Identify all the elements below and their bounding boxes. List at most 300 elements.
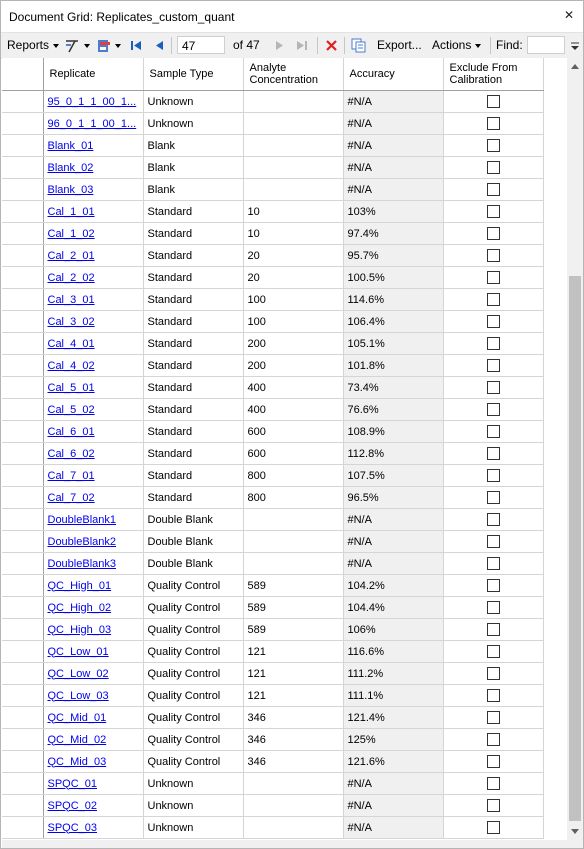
row-header[interactable] (2, 707, 43, 729)
first-record-icon[interactable] (131, 40, 142, 51)
replicate-cell[interactable]: Cal_3_02 (43, 311, 143, 333)
concentration-cell[interactable]: 800 (243, 487, 343, 509)
concentration-cell[interactable]: 346 (243, 707, 343, 729)
close-icon[interactable]: ✕ (563, 8, 575, 22)
sample-type-cell[interactable]: Standard (143, 377, 243, 399)
exclude-cell (443, 597, 543, 619)
row-header[interactable] (2, 311, 43, 333)
row-header[interactable] (2, 509, 43, 531)
row-header[interactable] (2, 421, 43, 443)
concentration-cell[interactable]: 400 (243, 377, 343, 399)
row-header[interactable] (2, 663, 43, 685)
table-row[interactable] (2, 113, 543, 135)
replicate-cell[interactable]: Blank_02 (43, 157, 143, 179)
copy-icon[interactable] (351, 38, 367, 53)
exclude-checkbox[interactable] (487, 447, 500, 460)
exclude-cell (443, 509, 543, 531)
concentration-cell[interactable]: 10 (243, 201, 343, 223)
replicate-cell[interactable]: QC_High_01 (43, 575, 143, 597)
replicate-cell[interactable]: Cal_7_01 (43, 465, 143, 487)
table-row[interactable] (2, 553, 543, 575)
replicate-cell[interactable]: Cal_1_02 (43, 223, 143, 245)
row-header[interactable] (2, 223, 43, 245)
concentration-cell[interactable]: 600 (243, 443, 343, 465)
exclude-checkbox[interactable] (487, 227, 500, 240)
table-row[interactable] (2, 179, 543, 201)
replicate-cell[interactable]: Cal_4_02 (43, 355, 143, 377)
column-header-accuracy[interactable]: Accuracy (343, 58, 443, 91)
row-header-corner (2, 58, 43, 91)
sample-type-cell[interactable]: Standard (143, 487, 243, 509)
exclude-cell (443, 135, 543, 157)
find-input[interactable] (527, 36, 565, 54)
replicate-grid (2, 58, 567, 840)
sample-type-cell[interactable]: Unknown (143, 113, 243, 135)
replicate-cell[interactable]: Cal_5_01 (43, 377, 143, 399)
replicate-cell[interactable]: SPQC_02 (43, 795, 143, 817)
accuracy-cell: 112.8% (343, 443, 443, 465)
row-header[interactable] (2, 685, 43, 707)
accuracy-cell: #N/A (343, 531, 443, 553)
exclude-checkbox[interactable] (487, 293, 500, 306)
sample-type-cell[interactable]: Quality Control (143, 707, 243, 729)
sample-type-cell[interactable]: Standard (143, 465, 243, 487)
actions-label: Actions (432, 38, 472, 52)
sample-type-cell[interactable]: Unknown (143, 773, 243, 795)
sample-type-cell[interactable]: Quality Control (143, 663, 243, 685)
accuracy-cell: #N/A (343, 179, 443, 201)
exclude-checkbox[interactable] (487, 535, 500, 548)
scroll-down-icon[interactable] (567, 823, 583, 840)
overflow-icon[interactable] (571, 41, 579, 51)
exclude-checkbox[interactable] (487, 667, 500, 680)
sample-type-cell[interactable]: Quality Control (143, 729, 243, 751)
exclude-cell (443, 267, 543, 289)
exclude-checkbox[interactable] (487, 733, 500, 746)
sample-type-cell[interactable]: Quality Control (143, 575, 243, 597)
row-header[interactable] (2, 619, 43, 641)
concentration-cell[interactable]: 346 (243, 729, 343, 751)
row-header[interactable] (2, 135, 43, 157)
exclude-cell (443, 641, 543, 663)
find-label: Find: (496, 38, 523, 52)
exclude-checkbox[interactable] (487, 601, 500, 614)
concentration-cell[interactable]: 100 (243, 311, 343, 333)
reports-label: Reports (7, 38, 50, 52)
exclude-checkbox[interactable] (487, 359, 500, 372)
concentration-cell[interactable]: 589 (243, 575, 343, 597)
concentration-cell[interactable] (243, 157, 343, 179)
toolbar-separator (171, 37, 172, 54)
exclude-checkbox[interactable] (487, 249, 500, 262)
accuracy-cell: 111.2% (343, 663, 443, 685)
table-row[interactable] (2, 135, 543, 157)
view-button[interactable] (64, 33, 90, 58)
accuracy-cell: 108.9% (343, 421, 443, 443)
column-header-replicate[interactable]: Replicate (43, 58, 143, 91)
replicate-cell[interactable]: Cal_2_01 (43, 245, 143, 267)
accuracy-cell: 73.4% (343, 377, 443, 399)
sample-type-cell[interactable]: Quality Control (143, 751, 243, 773)
exclude-checkbox[interactable] (487, 425, 500, 438)
layout-button[interactable] (97, 33, 121, 58)
previous-record-icon[interactable] (155, 40, 164, 51)
concentration-cell[interactable] (243, 135, 343, 157)
exclude-checkbox[interactable] (487, 821, 500, 834)
last-record-icon (297, 40, 308, 51)
sample-type-cell[interactable]: Standard (143, 399, 243, 421)
accuracy-cell: #N/A (343, 157, 443, 179)
chevron-down-icon (115, 44, 121, 48)
concentration-cell[interactable]: 200 (243, 355, 343, 377)
concentration-cell[interactable]: 346 (243, 751, 343, 773)
replicate-cell[interactable]: QC_High_02 (43, 597, 143, 619)
concentration-cell[interactable]: 121 (243, 685, 343, 707)
concentration-cell[interactable] (243, 91, 343, 113)
current-record-input[interactable]: 47 (177, 36, 225, 54)
concentration-cell[interactable] (243, 509, 343, 531)
concentration-cell[interactable]: 800 (243, 465, 343, 487)
accuracy-cell: #N/A (343, 113, 443, 135)
concentration-cell[interactable] (243, 553, 343, 575)
sample-type-cell[interactable]: Quality Control (143, 641, 243, 663)
replicate-cell[interactable]: SPQC_01 (43, 773, 143, 795)
toolbar (1, 32, 583, 59)
table-row[interactable] (2, 641, 543, 663)
replicate-cell[interactable]: DoubleBlank2 (43, 531, 143, 553)
concentration-cell[interactable] (243, 113, 343, 135)
replicate-cell[interactable]: DoubleBlank3 (43, 553, 143, 575)
exclude-checkbox[interactable] (487, 711, 500, 724)
replicate-cell[interactable]: Cal_1_01 (43, 201, 143, 223)
row-header[interactable] (2, 399, 43, 421)
concentration-cell[interactable]: 121 (243, 641, 343, 663)
exclude-checkbox[interactable] (487, 271, 500, 284)
table-row[interactable] (2, 377, 543, 399)
concentration-cell[interactable]: 100 (243, 289, 343, 311)
sample-type-cell[interactable]: Quality Control (143, 619, 243, 641)
exclude-cell (443, 751, 543, 773)
row-header[interactable] (2, 729, 43, 751)
exclude-cell (443, 575, 543, 597)
accuracy-cell: 101.8% (343, 355, 443, 377)
exclude-cell (443, 311, 543, 333)
replicate-cell[interactable]: Cal_7_02 (43, 487, 143, 509)
sample-type-cell[interactable]: Unknown (143, 817, 243, 839)
table-row[interactable] (2, 421, 543, 443)
grid-body (2, 91, 543, 839)
row-header[interactable] (2, 487, 43, 509)
row-header[interactable] (2, 201, 43, 223)
sample-type-cell[interactable]: Standard (143, 267, 243, 289)
exclude-checkbox[interactable] (487, 381, 500, 394)
accuracy-cell: 97.4% (343, 223, 443, 245)
exclude-checkbox[interactable] (487, 117, 500, 130)
exclude-cell (443, 399, 543, 421)
table-row[interactable] (2, 707, 543, 729)
exclude-checkbox[interactable] (487, 95, 500, 108)
exclude-cell (443, 773, 543, 795)
exclude-cell (443, 619, 543, 641)
table-row[interactable] (2, 399, 543, 421)
row-header[interactable] (2, 157, 43, 179)
replicate-cell[interactable]: Cal_3_01 (43, 289, 143, 311)
exclude-checkbox[interactable] (487, 799, 500, 812)
table-row[interactable] (2, 773, 543, 795)
concentration-cell[interactable]: 20 (243, 245, 343, 267)
column-header-exclude-from-calibration[interactable]: Exclude From Calibration (443, 58, 543, 91)
sample-type-cell[interactable]: Standard (143, 333, 243, 355)
sample-type-cell[interactable]: Quality Control (143, 685, 243, 707)
actions-menu[interactable] (432, 33, 481, 58)
sample-type-cell[interactable]: Blank (143, 157, 243, 179)
table-row[interactable] (2, 201, 543, 223)
replicate-cell[interactable]: Cal_6_02 (43, 443, 143, 465)
accuracy-cell: 104.4% (343, 597, 443, 619)
replicate-cell[interactable]: Cal_6_01 (43, 421, 143, 443)
exclude-checkbox[interactable] (487, 623, 500, 636)
scroll-up-icon[interactable] (567, 58, 583, 75)
exclude-cell (443, 91, 543, 113)
window-title: Document Grid: Replicates_custom_quant (9, 10, 235, 24)
view-icon (64, 38, 80, 54)
row-header[interactable] (2, 531, 43, 553)
table-row[interactable] (2, 443, 543, 465)
replicate-cell[interactable]: QC_Mid_02 (43, 729, 143, 751)
exclude-checkbox[interactable] (487, 689, 500, 702)
record-count: of 47 (233, 38, 260, 52)
replicate-cell[interactable]: Blank_01 (43, 135, 143, 157)
column-header-sample-type[interactable]: Sample Type (143, 58, 243, 91)
row-header[interactable] (2, 91, 43, 113)
table-row[interactable] (2, 751, 543, 773)
row-header[interactable] (2, 245, 43, 267)
exclude-checkbox[interactable] (487, 645, 500, 658)
replicate-cell[interactable]: DoubleBlank1 (43, 509, 143, 531)
exclude-checkbox[interactable] (487, 337, 500, 350)
accuracy-cell: #N/A (343, 773, 443, 795)
status-strip (2, 840, 583, 848)
exclude-checkbox[interactable] (487, 755, 500, 768)
concentration-cell[interactable] (243, 773, 343, 795)
title-bar (1, 1, 583, 32)
table-row[interactable] (2, 619, 543, 641)
next-record-icon (275, 40, 284, 51)
exclude-cell (443, 531, 543, 553)
table-row[interactable] (2, 531, 543, 553)
column-header-analyte-concentration[interactable]: Analyte Concentration (243, 58, 343, 91)
sample-type-cell[interactable]: Double Blank (143, 531, 243, 553)
table-row[interactable] (2, 333, 543, 355)
concentration-cell[interactable]: 20 (243, 267, 343, 289)
accuracy-cell: #N/A (343, 135, 443, 157)
table-row[interactable] (2, 685, 543, 707)
exclude-cell (443, 157, 543, 179)
sample-type-cell[interactable]: Double Blank (143, 509, 243, 531)
sample-type-cell[interactable]: Standard (143, 421, 243, 443)
accuracy-cell: 104.2% (343, 575, 443, 597)
accuracy-cell: 121.4% (343, 707, 443, 729)
layout-icon (97, 38, 111, 54)
exclude-cell (443, 223, 543, 245)
exclude-cell (443, 817, 543, 839)
sample-type-cell[interactable]: Standard (143, 289, 243, 311)
exclude-cell (443, 663, 543, 685)
accuracy-cell: 76.6% (343, 399, 443, 421)
exclude-checkbox[interactable] (487, 205, 500, 218)
exclude-checkbox[interactable] (487, 777, 500, 790)
concentration-cell[interactable]: 121 (243, 663, 343, 685)
scroll-thumb[interactable] (569, 276, 581, 821)
sample-type-cell[interactable]: Blank (143, 179, 243, 201)
chevron-down-icon (84, 44, 90, 48)
accuracy-cell: 121.6% (343, 751, 443, 773)
exclude-cell (443, 333, 543, 355)
sample-type-cell[interactable]: Standard (143, 245, 243, 267)
sample-type-cell[interactable]: Standard (143, 443, 243, 465)
exclude-checkbox[interactable] (487, 315, 500, 328)
table-row[interactable] (2, 355, 543, 377)
row-header[interactable] (2, 355, 43, 377)
accuracy-cell: 100.5% (343, 267, 443, 289)
row-header[interactable] (2, 751, 43, 773)
sample-type-cell[interactable]: Standard (143, 201, 243, 223)
accuracy-cell: 105.1% (343, 333, 443, 355)
chevron-down-icon (53, 44, 59, 48)
row-header[interactable] (2, 597, 43, 619)
exclude-cell (443, 487, 543, 509)
table-row[interactable] (2, 663, 543, 685)
concentration-cell[interactable] (243, 795, 343, 817)
concentration-cell[interactable]: 10 (243, 223, 343, 245)
table-row[interactable] (2, 267, 543, 289)
concentration-cell[interactable]: 400 (243, 399, 343, 421)
replicate-cell[interactable]: Cal_4_01 (43, 333, 143, 355)
replicate-cell[interactable]: SPQC_03 (43, 817, 143, 839)
sample-type-cell[interactable]: Unknown (143, 91, 243, 113)
exclude-checkbox[interactable] (487, 469, 500, 482)
row-header[interactable] (2, 641, 43, 663)
replicate-cell[interactable]: Cal_2_02 (43, 267, 143, 289)
row-header[interactable] (2, 817, 43, 839)
exclude-checkbox[interactable] (487, 403, 500, 416)
table-row[interactable] (2, 245, 543, 267)
export-button[interactable]: Export... (377, 38, 422, 52)
replicate-cell[interactable]: QC_Low_03 (43, 685, 143, 707)
chevron-down-icon (475, 44, 481, 48)
row-header[interactable] (2, 179, 43, 201)
replicate-cell[interactable]: 95_0_1_1_00_1... (43, 91, 143, 113)
sample-type-cell[interactable]: Quality Control (143, 597, 243, 619)
table-row[interactable] (2, 157, 543, 179)
vertical-scrollbar[interactable] (567, 58, 583, 840)
replicate-cell[interactable]: Blank_03 (43, 179, 143, 201)
sample-type-cell[interactable]: Standard (143, 311, 243, 333)
concentration-cell[interactable]: 200 (243, 333, 343, 355)
exclude-cell (443, 795, 543, 817)
sample-type-cell[interactable]: Blank (143, 135, 243, 157)
concentration-cell[interactable] (243, 531, 343, 553)
replicate-cell[interactable]: QC_Mid_03 (43, 751, 143, 773)
row-header[interactable] (2, 795, 43, 817)
row-header[interactable] (2, 773, 43, 795)
exclude-checkbox[interactable] (487, 513, 500, 526)
concentration-cell[interactable] (243, 817, 343, 839)
sample-type-cell[interactable]: Standard (143, 223, 243, 245)
exclude-cell (443, 179, 543, 201)
accuracy-cell: 103% (343, 201, 443, 223)
exclude-checkbox[interactable] (487, 183, 500, 196)
exclude-cell (443, 377, 543, 399)
accuracy-cell: 111.1% (343, 685, 443, 707)
row-header[interactable] (2, 113, 43, 135)
table-row[interactable] (2, 487, 543, 509)
row-header[interactable] (2, 553, 43, 575)
table-row[interactable] (2, 597, 543, 619)
row-header[interactable] (2, 377, 43, 399)
accuracy-cell: 114.6% (343, 289, 443, 311)
row-header[interactable] (2, 575, 43, 597)
toolbar-separator (344, 37, 345, 54)
replicate-cell[interactable]: QC_High_03 (43, 619, 143, 641)
concentration-cell[interactable] (243, 179, 343, 201)
accuracy-cell: #N/A (343, 509, 443, 531)
row-header[interactable] (2, 267, 43, 289)
row-header[interactable] (2, 289, 43, 311)
reports-menu[interactable] (7, 33, 59, 58)
exclude-cell (443, 443, 543, 465)
concentration-cell[interactable]: 589 (243, 619, 343, 641)
accuracy-cell: 116.6% (343, 641, 443, 663)
sample-type-cell[interactable]: Unknown (143, 795, 243, 817)
exclude-checkbox[interactable] (487, 161, 500, 174)
concentration-cell[interactable]: 600 (243, 421, 343, 443)
sample-type-cell[interactable]: Standard (143, 355, 243, 377)
exclude-checkbox[interactable] (487, 557, 500, 570)
replicate-cell[interactable]: QC_Low_01 (43, 641, 143, 663)
row-header[interactable] (2, 465, 43, 487)
table-row[interactable] (2, 817, 543, 839)
table-row[interactable] (2, 465, 543, 487)
table-row[interactable] (2, 729, 543, 751)
table-row[interactable] (2, 509, 543, 531)
sample-type-cell[interactable]: Double Blank (143, 553, 243, 575)
replicate-cell[interactable]: QC_Low_02 (43, 663, 143, 685)
table-row[interactable] (2, 289, 543, 311)
replicate-table (2, 58, 544, 839)
exclude-checkbox[interactable] (487, 139, 500, 152)
delete-icon[interactable] (325, 39, 338, 52)
table-row[interactable] (2, 795, 543, 817)
exclude-cell (443, 465, 543, 487)
exclude-checkbox[interactable] (487, 579, 500, 592)
replicate-cell[interactable]: QC_Mid_01 (43, 707, 143, 729)
table-row[interactable] (2, 575, 543, 597)
row-header[interactable] (2, 333, 43, 355)
accuracy-cell: 95.7% (343, 245, 443, 267)
table-row[interactable] (2, 223, 543, 245)
exclude-cell (443, 113, 543, 135)
concentration-cell[interactable]: 589 (243, 597, 343, 619)
replicate-cell[interactable]: Cal_5_02 (43, 399, 143, 421)
replicate-cell[interactable]: 96_0_1_1_00_1... (43, 113, 143, 135)
table-row[interactable] (2, 91, 543, 113)
table-row[interactable] (2, 311, 543, 333)
accuracy-cell: 107.5% (343, 465, 443, 487)
exclude-checkbox[interactable] (487, 491, 500, 504)
row-header[interactable] (2, 443, 43, 465)
exclude-cell (443, 289, 543, 311)
